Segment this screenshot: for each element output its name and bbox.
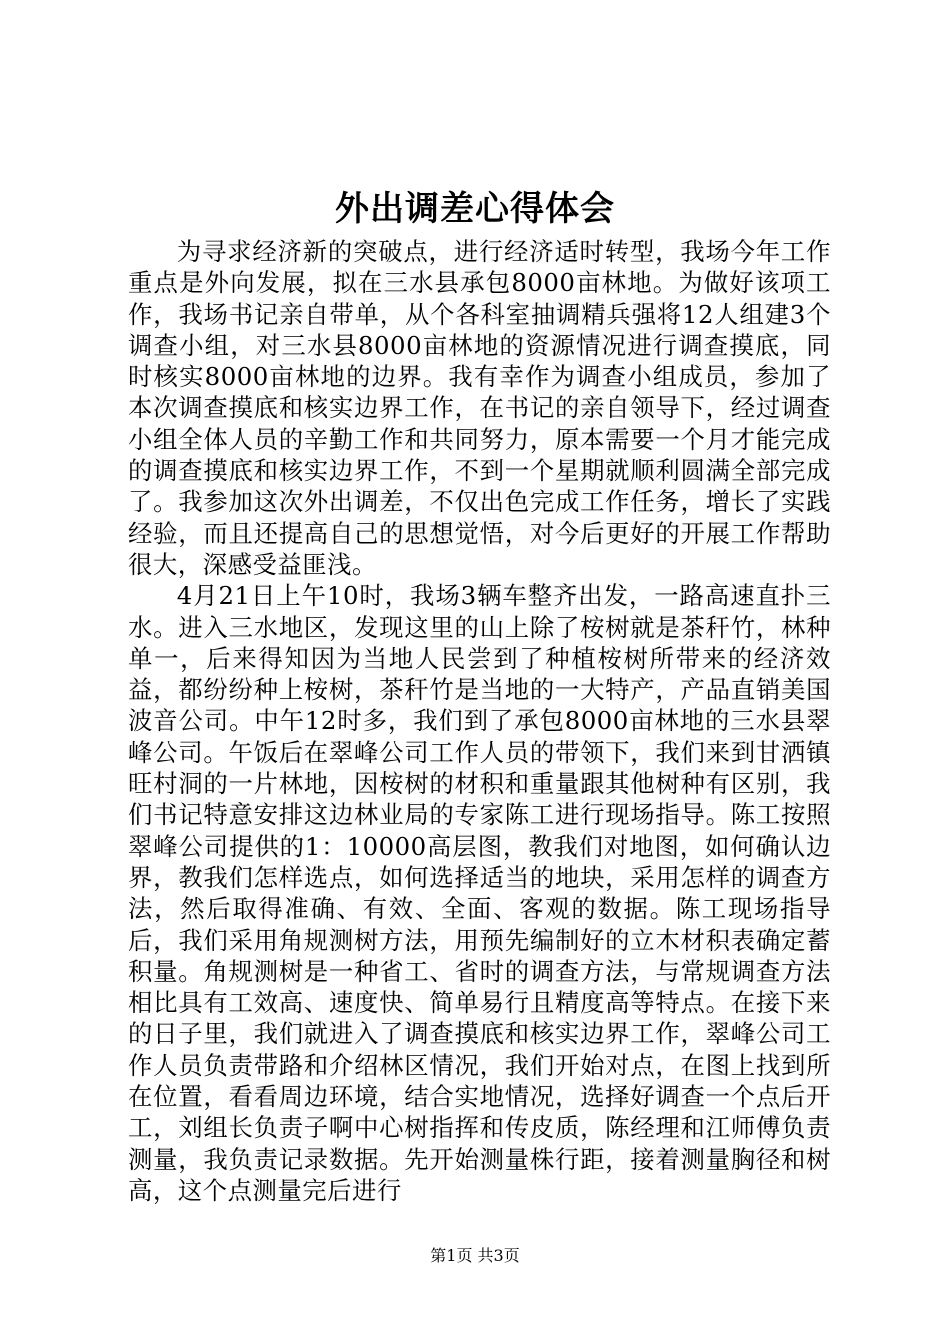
document-title: 外出调差心得体会: [335, 189, 615, 229]
page-footer: 第1页 共3页: [430, 1246, 520, 1265]
document-body: [128, 236, 831, 1206]
paragraph-2: 4月21日上午10时，我场3辆车整齐出发，一路高速直扑三水。进入三水地区，发现这里的山上除了桉树就是茶秆竹，林种单一，后来得知因为当地人民尝到了种植桉树所带来的经济效益，都纷纷种上桉树，茶秆竹是当地的一大特产，产品直销美国波音公司。中午12时多，我们到了承包8000亩林地的三水县翠峰公司。午饭后在翠峰公司工作人员的带领下，我们来到甘洒镇旺村洞的一片林地，因桉树的材积和重量跟其他树种有区别，我们书记特意安排这边林业局的专家陈工进行现场指导。陈工按照翠峰公司提供的1：10000高层图，教我们对地图，如何确认边界，教我们怎样选点，如何选择适当的地块，采用怎样的调查方法，然后取得准确、有效、全面、客观的数据。陈工现场指导后，我们采用角规测树方法，用预先编制好的立木材积表确定蓄积量。角规测树是一种省工、省时的调查方法，与常规调查方法相比具有工效高、速度快、简单易行且精度高等特点。在接下来的日子里，我们就进入了调查摸底和核实边界工作，翠峰公司工作人员负责带路和介绍林区情况，我们开始对点，在图上找到所在位置，看看周边环境，结合实地情况，选择好调查一个点后开工，刘组长负责子啊中心树指挥和传皮质，陈经理和江师傅负责测量，我负责记录数据。先开始测量株行距，接着测量胸径和树高，这个点测量完后进行: [128, 581, 831, 1205]
paragraph-1: 为寻求经济新的突破点，进行经济适时转型，我场今年工作重点是外向发展，拟在三水县承包8000亩林地。为做好该项工作，我场书记亲自带单，从个各科室抽调精兵强将12人组建3个调查小组，对三水县8000亩林地的资源情况进行调查摸底，同时核实8000亩林地的边界。我有幸作为调查小组成员，参加了本次调查摸底和核实边界工作，在书记的亲自领导下，经过调查小组全体人员的辛勤工作和共同努力，原本需要一个月才能完成的调查摸底和核实边界工作，不到一个星期就顺利圆满全部完成了。我参加这次外出调差，不仅出色完成工作任务，增长了实践经验，而且还提高自己的思想觉悟，对今后更好的开展工作帮助很大，深感受益匪浅。: [128, 237, 831, 579]
